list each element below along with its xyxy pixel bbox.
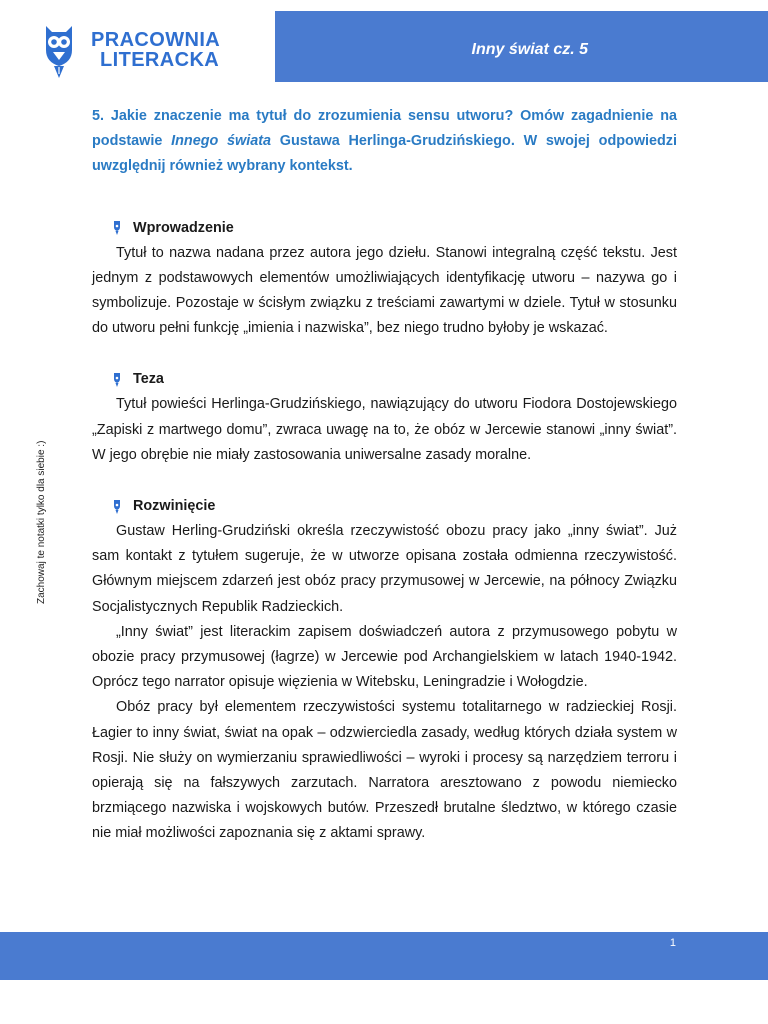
footer-bar bbox=[0, 932, 768, 980]
section-heading bbox=[92, 494, 677, 519]
document-body bbox=[92, 104, 677, 873]
question-heading bbox=[92, 104, 677, 180]
pen-nib-icon bbox=[112, 500, 122, 514]
question-part-2: Gustawa Herlinga-Grudzińskiego. W swojej odpowiedzi uwzględnij również wybrany kontekst. bbox=[92, 133, 678, 175]
paragraph: Gustaw Herling-Grudziński określa rzeczywistość obozu pracy jako „inny świat”. Już sam kontakt z tytułem sugeruje, że w utworze opisana została odmienna rzeczywistość. Głównym miejscem zdarzeń jest obóz pracy przymusowej w Jercewie, na północy Związku Socjalistycznych Republik Radzieckich. bbox=[92, 523, 677, 615]
pen-nib-icon bbox=[112, 221, 122, 235]
paragraph: Tytuł powieści Herlinga-Grudzińskiego, nawiązujący do utworu Fiodora Dostojewskiego „Zapiski z martwego domu”, zwraca uwagę na to, że obóz w Jercewie stanowi „inny świat”. W jego obrębie nie miały zastosowania uniwersalne zasady moralne. bbox=[92, 396, 677, 463]
logo-wordmark bbox=[91, 30, 220, 70]
side-note: Zachowaj te notatki tylko dla siebie :) bbox=[36, 440, 47, 604]
header-bar bbox=[275, 11, 768, 82]
page-title: Inny świat cz. 5 bbox=[471, 41, 588, 58]
logo-line-2: LITERACKA bbox=[100, 49, 220, 71]
question-italic-title: Innego świata bbox=[171, 133, 272, 150]
paragraph: „Inny świat” jest literackim zapisem doświadczeń autora z przymusowego pobytu w obozie pracy przymusowej (łagrze) w Jercewie pod Archangielskiem w latach 1940-1942. Oprócz tego narrator opisuje więzienia w Witebsku, Leningradzie i Wołogdzie. bbox=[92, 623, 677, 691]
pen-nib-icon bbox=[112, 373, 122, 387]
section-introduction bbox=[92, 216, 677, 342]
section-thesis bbox=[92, 367, 677, 468]
section-heading bbox=[92, 367, 677, 392]
section-heading bbox=[92, 216, 677, 241]
section-title: Wprowadzenie bbox=[133, 219, 234, 236]
section-development bbox=[92, 494, 677, 847]
section-title: Teza bbox=[133, 371, 164, 388]
section-title: Rozwinięcie bbox=[133, 497, 216, 514]
page-number: 1 bbox=[669, 937, 676, 949]
paragraph: Obóz pracy był elementem rzeczywistości systemu totalitarnego w radzieckiej Rosji. Łagier to inny świat, świat na opak – odzwierciedla zasady, według których działa system w Rosji. Nie służy on wymierzaniu sprawiedliwości – wyroki i procesy są narzędziem terroru i opierają się na fałszywych zarzutach. Narratora aresztowano z powodu niemiecko brzmiącego nazwiska i wojskowych butów. Przeszedł brutalne śledztwo, w którego czasie nie miał możliwości zapoznania się z aktami sprawy. bbox=[92, 699, 677, 842]
question-part-1: 5. Jakie znaczenie ma tytuł do zrozumienia sensu utworu? Omów zagadnienie na podstawie bbox=[92, 108, 677, 150]
brand-logo bbox=[42, 20, 282, 84]
owl-pen-icon bbox=[42, 22, 76, 80]
logo-line-1: PRACOWNIA bbox=[91, 29, 221, 51]
paragraph: Tytuł to nazwa nadana przez autora jego dziełu. Stanowi integralną część tekstu. Jest jednym z podstawowych elementów umożliwiających identyfikację utworu – nazywa go i symbolizuje. Pozostaje w ścisłym związku z treściami zawartymi w dziele. Tytuł w stosunku do utworu pełni funkcję „imienia i nazwiska”, bez niego trudno byłoby je wskazać. bbox=[92, 244, 677, 337]
